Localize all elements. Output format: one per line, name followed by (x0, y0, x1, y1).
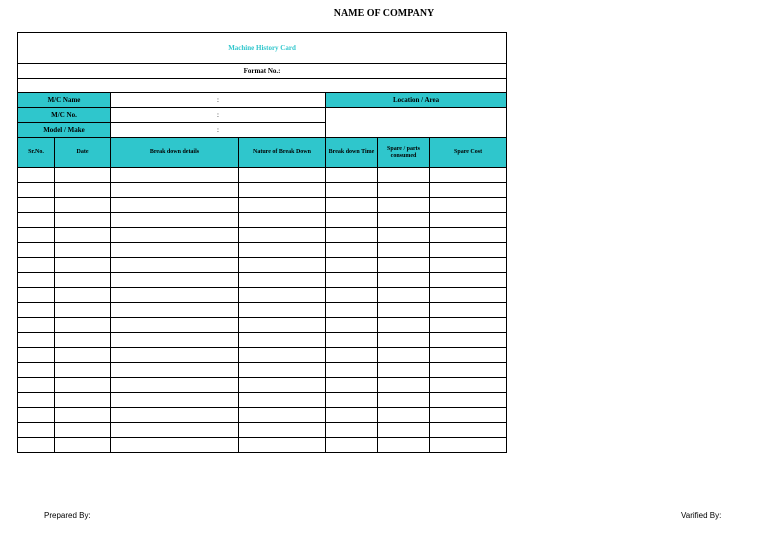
table-cell[interactable] (55, 438, 111, 453)
table-cell[interactable] (18, 243, 55, 258)
table-cell[interactable] (378, 408, 430, 423)
table-cell[interactable] (111, 318, 239, 333)
column-header-row (18, 138, 507, 168)
table-cell[interactable] (18, 363, 55, 378)
col-date: Date (55, 138, 111, 168)
table-cell[interactable] (55, 288, 111, 303)
table-row (18, 168, 507, 183)
table-cell[interactable] (378, 228, 430, 243)
mc-name-label: M/C Name (18, 93, 111, 108)
table-cell[interactable] (55, 348, 111, 363)
table-cell[interactable] (111, 183, 239, 198)
table-row (18, 303, 507, 318)
table-cell[interactable] (378, 393, 430, 408)
table-cell[interactable] (378, 288, 430, 303)
table-cell[interactable] (18, 393, 55, 408)
table-cell[interactable] (18, 318, 55, 333)
table-cell[interactable] (326, 318, 378, 333)
table-cell[interactable] (430, 198, 507, 213)
table-row (18, 378, 507, 393)
table-cell[interactable] (326, 183, 378, 198)
table-cell[interactable] (326, 273, 378, 288)
card-title: Machine History Card (18, 33, 507, 64)
table-cell[interactable] (239, 273, 326, 288)
table-cell[interactable] (111, 423, 239, 438)
table-cell[interactable] (378, 243, 430, 258)
table-cell[interactable] (55, 363, 111, 378)
table-cell[interactable] (430, 228, 507, 243)
table-cell[interactable] (326, 228, 378, 243)
table-cell[interactable] (111, 438, 239, 453)
table-cell[interactable] (326, 243, 378, 258)
mc-no-value[interactable]: : (111, 108, 326, 123)
table-cell[interactable] (239, 423, 326, 438)
col-nature-of-breakdown: Nature of Break Down (239, 138, 326, 168)
table-cell[interactable] (55, 408, 111, 423)
table-cell[interactable] (55, 273, 111, 288)
table-cell[interactable] (18, 183, 55, 198)
table-cell[interactable] (18, 273, 55, 288)
table-cell[interactable] (378, 183, 430, 198)
table-cell[interactable] (326, 198, 378, 213)
table-row (18, 408, 507, 423)
table-cell[interactable] (326, 363, 378, 378)
table-cell[interactable] (378, 303, 430, 318)
table-cell[interactable] (430, 378, 507, 393)
table-cell[interactable] (378, 213, 430, 228)
table-cell[interactable] (239, 438, 326, 453)
table-cell[interactable] (111, 198, 239, 213)
table-row (18, 393, 507, 408)
table-row (18, 228, 507, 243)
table-cell[interactable] (430, 258, 507, 273)
table-row (18, 273, 507, 288)
table-cell[interactable] (430, 393, 507, 408)
table-cell[interactable] (55, 393, 111, 408)
table-cell[interactable] (430, 438, 507, 453)
table-cell[interactable] (18, 348, 55, 363)
table-cell[interactable] (378, 363, 430, 378)
table-cell[interactable] (326, 378, 378, 393)
table-cell[interactable] (111, 363, 239, 378)
table-cell[interactable] (55, 258, 111, 273)
location-value[interactable] (326, 108, 507, 138)
table-cell[interactable] (111, 303, 239, 318)
table-row (18, 213, 507, 228)
table-row (18, 333, 507, 348)
table-cell[interactable] (326, 288, 378, 303)
table-row (18, 348, 507, 363)
table-cell[interactable] (18, 198, 55, 213)
table-cell[interactable] (430, 423, 507, 438)
table-cell[interactable] (326, 423, 378, 438)
table-cell[interactable] (430, 183, 507, 198)
table-row (18, 438, 507, 453)
table-cell[interactable] (430, 303, 507, 318)
table-cell[interactable] (326, 408, 378, 423)
table-cell[interactable] (378, 198, 430, 213)
table-row (18, 198, 507, 213)
table-cell[interactable] (378, 333, 430, 348)
table-cell[interactable] (430, 348, 507, 363)
mc-no-label: M/C No. (18, 108, 111, 123)
table-cell[interactable] (18, 408, 55, 423)
table-cell[interactable] (18, 423, 55, 438)
table-cell[interactable] (239, 258, 326, 273)
table-cell[interactable] (326, 213, 378, 228)
table-cell[interactable] (18, 378, 55, 393)
table-cell[interactable] (18, 438, 55, 453)
table-cell[interactable] (18, 213, 55, 228)
table-cell[interactable] (111, 243, 239, 258)
table-cell[interactable] (430, 213, 507, 228)
table-cell[interactable] (239, 213, 326, 228)
table-cell[interactable] (378, 168, 430, 183)
table-cell[interactable] (55, 228, 111, 243)
table-cell[interactable] (378, 318, 430, 333)
col-breakdown-time: Break down Time (326, 138, 378, 168)
spacer-row (18, 79, 507, 93)
table-row (18, 183, 507, 198)
table-cell[interactable] (55, 168, 111, 183)
table-cell[interactable] (239, 378, 326, 393)
table-cell[interactable] (18, 258, 55, 273)
table-cell[interactable] (111, 258, 239, 273)
col-breakdown-details: Break down details (111, 138, 239, 168)
table-cell[interactable] (111, 228, 239, 243)
table-row (18, 363, 507, 378)
prepared-by: Prepared By: (44, 511, 91, 520)
table-row (18, 288, 507, 303)
table-cell[interactable] (239, 333, 326, 348)
table-cell[interactable] (111, 333, 239, 348)
table-cell[interactable] (239, 168, 326, 183)
table-cell[interactable] (55, 333, 111, 348)
machine-history-card (17, 32, 507, 453)
table-cell[interactable] (430, 333, 507, 348)
table-cell[interactable] (378, 423, 430, 438)
table-cell[interactable] (326, 438, 378, 453)
table-cell[interactable] (55, 303, 111, 318)
table-cell[interactable] (239, 183, 326, 198)
table-row (18, 243, 507, 258)
col-sr-no: Sr.No. (18, 138, 55, 168)
table-cell[interactable] (239, 318, 326, 333)
table-cell[interactable] (18, 228, 55, 243)
table-cell[interactable] (111, 378, 239, 393)
col-spare-parts: Spare / parts consumed (378, 138, 430, 168)
table-cell[interactable] (430, 273, 507, 288)
table-cell[interactable] (239, 228, 326, 243)
table-cell[interactable] (378, 378, 430, 393)
mc-name-value[interactable]: : (111, 93, 326, 108)
verified-by: Varified By: (681, 511, 722, 520)
table-cell[interactable] (18, 333, 55, 348)
table-cell[interactable] (111, 408, 239, 423)
table-cell[interactable] (111, 393, 239, 408)
table-cell[interactable] (430, 318, 507, 333)
table-cell[interactable] (239, 348, 326, 363)
table-cell[interactable] (18, 168, 55, 183)
table-cell[interactable] (378, 258, 430, 273)
table-cell[interactable] (326, 393, 378, 408)
table-cell[interactable] (326, 348, 378, 363)
location-label: Location / Area (326, 93, 507, 108)
table-cell[interactable] (111, 168, 239, 183)
table-cell[interactable] (378, 438, 430, 453)
table-cell[interactable] (239, 198, 326, 213)
table-row (18, 258, 507, 273)
table-cell[interactable] (55, 378, 111, 393)
company-name: NAME OF COMPANY (333, 8, 435, 19)
table-cell[interactable] (239, 303, 326, 318)
table-cell[interactable] (18, 303, 55, 318)
table-cell[interactable] (430, 408, 507, 423)
table-cell[interactable] (430, 288, 507, 303)
table-cell[interactable] (430, 243, 507, 258)
table-cell[interactable] (55, 183, 111, 198)
table-cell[interactable] (55, 243, 111, 258)
table-cell[interactable] (378, 348, 430, 363)
table-cell[interactable] (111, 213, 239, 228)
table-cell[interactable] (430, 168, 507, 183)
model-make-value[interactable]: : (111, 123, 326, 138)
table-cell[interactable] (55, 198, 111, 213)
table-cell[interactable] (18, 288, 55, 303)
table-cell[interactable] (111, 288, 239, 303)
table-cell[interactable] (378, 273, 430, 288)
table-cell[interactable] (326, 258, 378, 273)
table-row (18, 318, 507, 333)
table-row (18, 423, 507, 438)
table-cell[interactable] (111, 348, 239, 363)
table-cell[interactable] (326, 333, 378, 348)
table-cell[interactable] (239, 408, 326, 423)
model-make-label: Model / Make (18, 123, 111, 138)
table-cell[interactable] (55, 423, 111, 438)
table-cell[interactable] (326, 303, 378, 318)
table-cell[interactable] (326, 168, 378, 183)
col-spare-cost: Spare Cost (430, 138, 507, 168)
table-cell[interactable] (111, 273, 239, 288)
table-cell[interactable] (239, 393, 326, 408)
table-cell[interactable] (55, 213, 111, 228)
table-cell[interactable] (239, 288, 326, 303)
table-cell[interactable] (430, 363, 507, 378)
table-cell[interactable] (55, 318, 111, 333)
format-number: Format No.: (18, 64, 507, 79)
table-cell[interactable] (239, 363, 326, 378)
table-cell[interactable] (239, 243, 326, 258)
